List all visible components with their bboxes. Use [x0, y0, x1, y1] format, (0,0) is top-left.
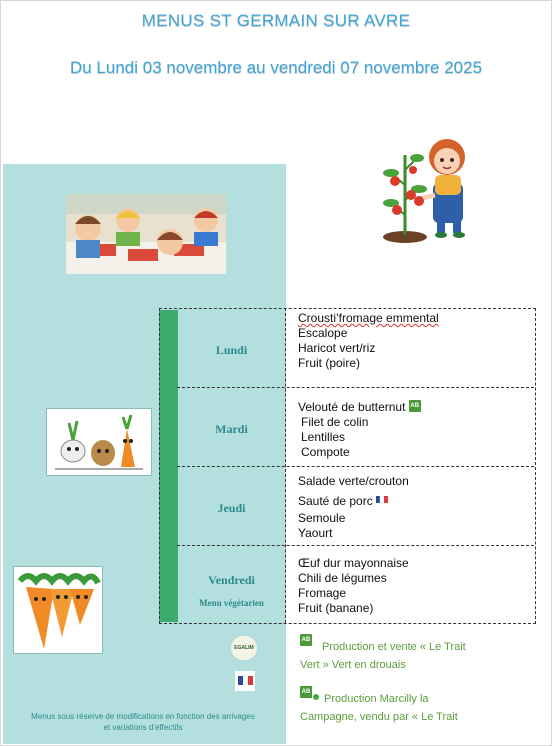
- dish-item: Velouté de butternut AB: [298, 400, 420, 414]
- day-label-jeudi: Jeudi: [217, 501, 246, 515]
- ab-organic-icon: AB: [300, 686, 312, 698]
- girl-tomato-plant-illustration: [375, 125, 481, 245]
- dish-item: Sauté de porc: [298, 494, 390, 509]
- green-dot-icon: [313, 694, 319, 700]
- dish-item: Fruit (banane): [298, 601, 374, 615]
- dish-item: Œuf dur mayonnaise: [298, 556, 409, 570]
- legend-line: Vert » Vert en drouais: [300, 659, 406, 671]
- dish-item: Escalope: [298, 326, 348, 340]
- dish-item: Fruit (poire): [298, 356, 361, 370]
- row-divider: [177, 387, 534, 388]
- french-flag-icon: [376, 494, 390, 506]
- page-title: MENUS ST GERMAIN SUR AVRE: [141, 11, 411, 30]
- carrot-characters-illustration: [13, 566, 103, 654]
- children-eating-illustration: [66, 194, 226, 274]
- day-label-mardi: Mardi: [215, 422, 248, 436]
- footnote-line: Menus sous réserve de modifications en fonction des arrivages: [31, 712, 255, 721]
- dish-item: Compote: [301, 445, 350, 459]
- dish-item: Crousti’fromage emmental: [298, 311, 439, 325]
- row-divider: [177, 545, 534, 546]
- legend-line: Production Marcilly la: [324, 693, 429, 705]
- vegetable-characters-illustration: [46, 408, 152, 476]
- dish-item: Filet de colin: [301, 415, 369, 429]
- ab-organic-icon: AB: [409, 400, 421, 412]
- legend-line: Campagne, vendu par « Le Trait: [300, 711, 458, 723]
- dish-item: Haricot vert/riz: [298, 341, 376, 355]
- dish-item: Lentilles: [301, 430, 346, 444]
- row-divider: [177, 466, 534, 467]
- dish-item: Yaourt: [298, 526, 333, 540]
- footnote: [8, 711, 278, 733]
- vegetarian-note: Menu végétarien: [199, 598, 264, 608]
- french-flag-icon: [235, 671, 255, 691]
- footnote-line: et variations d’effectifs: [103, 723, 183, 732]
- dish-item: Fromage: [298, 586, 347, 600]
- dish-item: Semoule: [298, 511, 346, 525]
- day-label-vendredi: Vendredi: [208, 573, 255, 587]
- egalim-icon: EGALIM: [231, 636, 257, 660]
- ab-organic-icon: AB: [300, 634, 312, 646]
- legend-line: Production et vente « Le Trait: [322, 641, 466, 653]
- dish-item: Chili de légumes: [298, 571, 387, 585]
- day-label-lundi: Lundi: [215, 343, 248, 357]
- dish-item: Salade verte/crouton: [298, 474, 409, 488]
- date-range: Du Lundi 03 novembre au vendredi 07 novembre 2025: [69, 58, 483, 77]
